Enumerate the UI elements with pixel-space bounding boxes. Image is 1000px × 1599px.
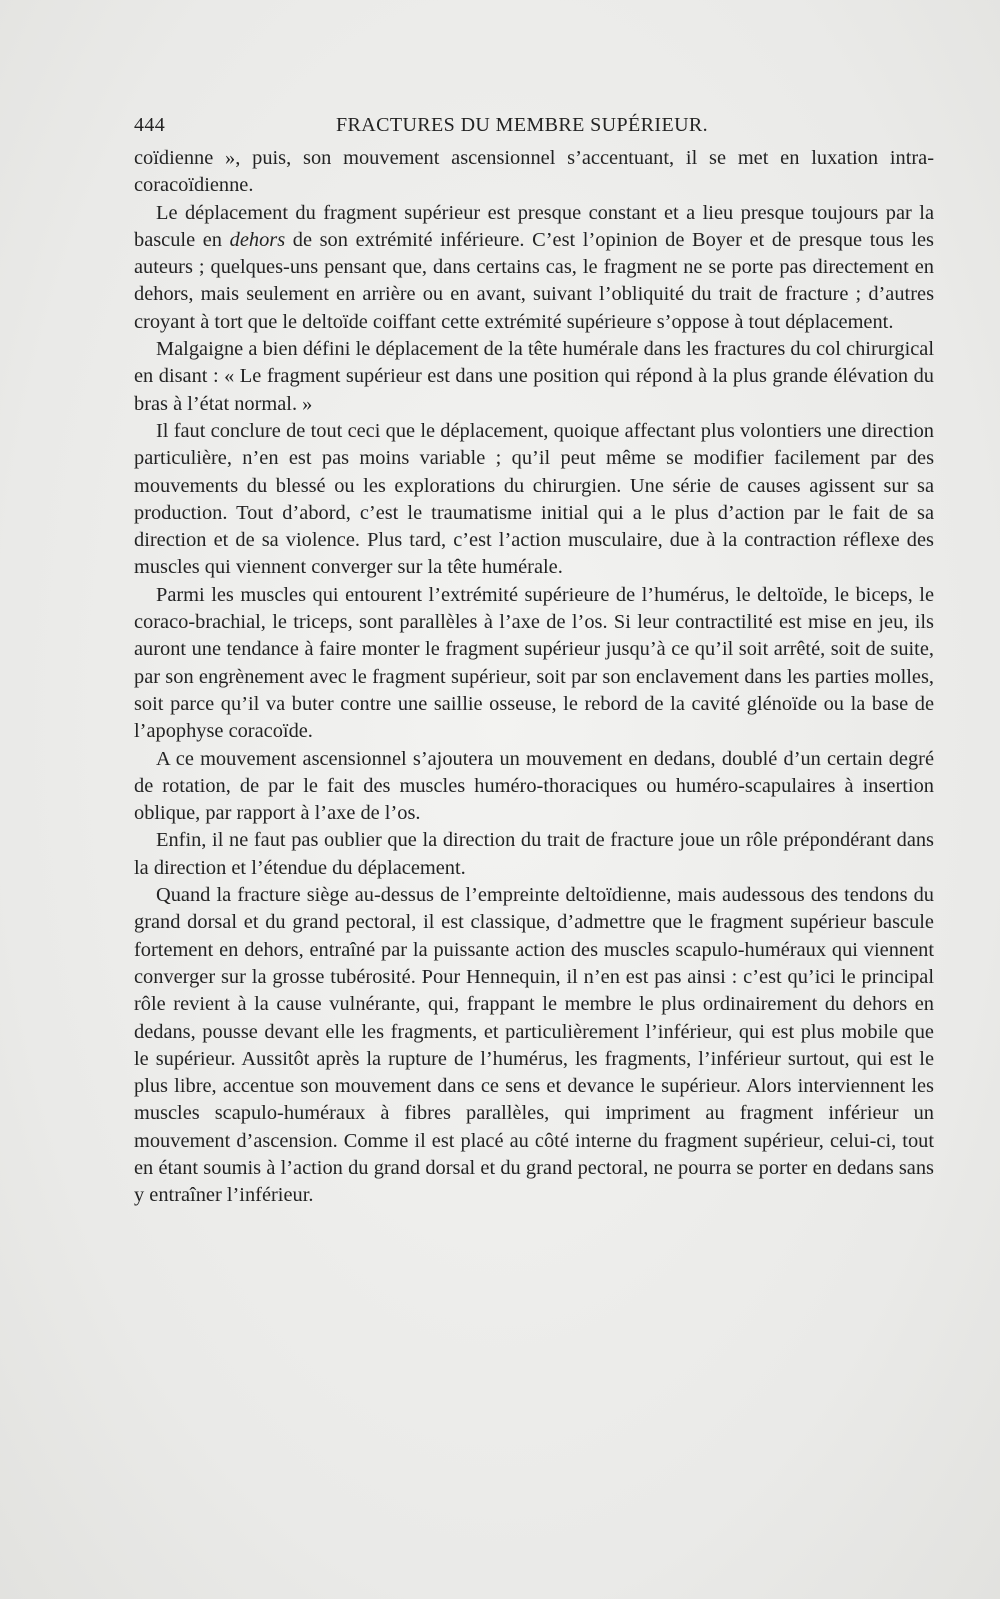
paragraph: Il faut conclure de tout ceci que le déplacement, quoique affectant plus volontiers une direction particulière, n’en est pas moins variable ; qu’il peut même se modifier facilement par des mouvements du blessé ou les explorations du chirurgien. Une série de causes agissent sur sa production. Tout d’abord, c’est le traumatisme initial qui a le plus d’action par le fait de sa direction et de sa violence. Plus tard, c’est l’action musculaire, due à la contraction réflexe des muscles qui viennent converger sur la tête humérale.	[134, 419, 934, 579]
paragraph: Quand la fracture siège au-dessus de l’empreinte deltoïdienne, mais audessous des tendons du grand dorsal et du grand pectoral, il est classique, d’admettre que le fragment supérieur bascule fortement en dehors, entraîné par la puissante action des muscles scapulo-huméraux qui viennent converger sur la grosse tubérosité. Pour Hennequin, il n’en est pas ainsi : c’est qu’ici le principal rôle revient à la cause vulnérante, qui, frappant le membre le plus ordinairement du dehors en dedans, pousse devant elle les fragments, et particulièrement l’inférieur, qui est plus mobile que le supérieur. Aussitôt après la rupture de l’humérus, les fragments, l’inférieur surtout, qui est le plus libre, accentue son mouvement dans ce sens et devance le supérieur. Alors interviennent les muscles scapulo-huméraux à fibres parallèles, qui impriment au fragment inférieur un mouvement d’ascension. Comme il est placé au côté interne du fragment supérieur, celui-ci, tout en étant soumis à l’action du grand dorsal et du grand pectoral, ne pourra se porter en dedans sans y entraîner l’inférieur.	[134, 884, 934, 1207]
paragraph-text: de son extrémité inférieure. C’est l’opinion de Boyer et de presque tous les auteurs ; quelques-uns pensant que, dans certains cas, le fragment ne se porte pas directement en dehors, mais seulement en arrière ou en avant, suivant l’obliquité du trait de fracture ; d’autres croyant à tort que le deltoïde coiffant cette extrémité supérieure s’oppose à tout déplacement.	[134, 228, 934, 333]
paragraph: Parmi les muscles qui entourent l’extrémité supérieure de l’humérus, le deltoïde, le biceps, le coraco-brachial, le triceps, sont parallèles à l’axe de l’os. Si leur contractilité est mise en jeu, ils auront une tendance à faire monter le fragment supérieur jusqu’à ce qu’il soit arrêté, soit de suite, par son engrènement avec le fragment supérieur, soit par son enclavement dans les parties molles, soit parce qu’il va buter contre une saillie osseuse, le rebord de la cavité glénoïde ou la base de l’apophyse coracoïde.	[134, 583, 934, 743]
page-header	[134, 114, 730, 140]
page-number: 444	[134, 114, 166, 136]
paragraph	[134, 200, 934, 336]
paragraph: Enfin, il ne faut pas oublier que la direction du trait de fracture joue un rôle prépondérant dans la direction et l’étendue du déplacement.	[134, 829, 934, 879]
emphasis-text: dehors	[229, 228, 286, 251]
paragraph: Malgaigne a bien défini le déplacement de la tête humérale dans les fractures du col chirurgical en disant : « Le fragment supérieur est dans une position qui répond à la plus grande élévation du bras à l’état normal. »	[134, 338, 934, 415]
paragraph: coïdienne », puis, son mouvement ascensionnel s’accentuant, il se met en luxation intra-coracoïdienne.	[134, 147, 934, 197]
body-text	[134, 145, 934, 1210]
running-head: FRACTURES DU MEMBRE SUPÉRIEUR.	[336, 114, 709, 136]
paragraph-text: Le déplacement du fragment supérieur est presque constant et a lieu presque toujours par la bascule en	[134, 201, 934, 251]
paragraph: A ce mouvement ascensionnel s’ajoutera un mouvement en dedans, doublé d’un certain degré de rotation, de par le fait des muscles huméro-thoraciques ou huméro-scapulaires à insertion oblique, par rapport à l’axe de l’os.	[134, 747, 934, 825]
